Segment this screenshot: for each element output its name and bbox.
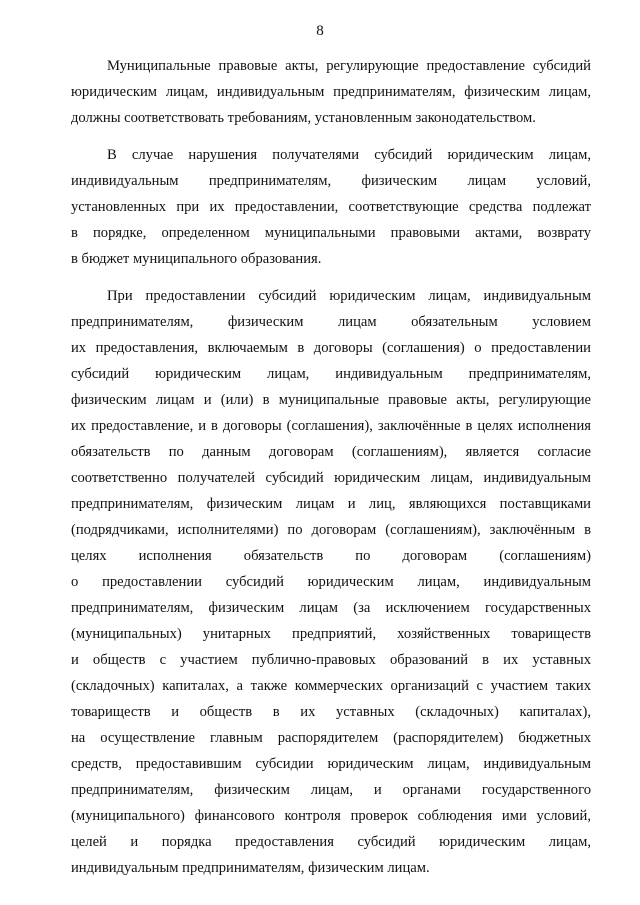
document-body — [71, 53, 591, 881]
text-line: предпринимателям, физическим лицам и лиц, являющихся поставщиками — [71, 496, 591, 512]
text-line: индивидуальным предпринимателям, физическим лицам условий, — [71, 173, 591, 189]
text-line: предпринимателям, физическим лицам обязательным условием — [71, 314, 591, 330]
text-line: о предоставлении субсидий юридическим лицам, индивидуальным — [71, 574, 591, 590]
text-line: их предоставления, включаемым в договоры (соглашения) о предоставлении — [71, 340, 591, 356]
text-line: в бюджет муниципального образования. — [71, 251, 322, 267]
text-line: установленных при их предоставлении, соответствующие средства подлежат — [71, 199, 591, 215]
text-line: При предоставлении субсидий юридическим лицам, индивидуальным — [107, 288, 591, 304]
text-line: должны соответствовать требованиям, установленным законодательством. — [71, 110, 536, 126]
text-line: товариществ и обществ в их уставных (складочных) капиталах), — [71, 704, 591, 720]
paragraph-2 — [71, 142, 591, 272]
text-line: Муниципальные правовые акты, регулирующие предоставление субсидий — [107, 58, 591, 74]
paragraph-3 — [71, 283, 591, 881]
text-line: на осуществление главным распорядителем (распорядителем) бюджетных — [71, 730, 591, 746]
text-line: физическим лицам и (или) в муниципальные правовые акты, регулирующие — [71, 392, 591, 408]
text-line: юридическим лицам, индивидуальным предпринимателям, физическим лицам, — [71, 84, 591, 100]
text-line: (муниципального) финансового контроля проверок соблюдения ими условий, — [71, 808, 591, 824]
text-line: целей и порядка предоставления субсидий юридическим лицам, — [71, 834, 591, 850]
text-line: и обществ с участием публично-правовых образований в их уставных — [71, 652, 591, 668]
text-line: предпринимателям, физическим лицам, и органами государственного — [71, 782, 591, 798]
text-line: В случае нарушения получателями субсидий юридическим лицам, — [107, 147, 591, 163]
text-line: обязательств по данным договорам (соглашениям), является согласие — [71, 444, 591, 460]
paragraph-1 — [71, 53, 591, 131]
text-line: (подрядчиками, исполнителями) по договорам (соглашениям), заключённым в — [71, 522, 591, 538]
text-line: соответственно получателей субсидий юридическим лицам, индивидуальным — [71, 470, 591, 486]
text-line: индивидуальным предпринимателям, физическим лицам. — [71, 860, 430, 876]
text-line: субсидий юридическим лицам, индивидуальным предпринимателям, — [71, 366, 591, 382]
text-line: предпринимателям, физическим лицам (за исключением государственных — [71, 600, 591, 616]
text-line: в порядке, определенном муниципальными правовыми актами, возврату — [71, 225, 591, 241]
text-line: (складочных) капиталах, а также коммерческих организаций с участием таких — [71, 678, 591, 694]
text-line: (муниципальных) унитарных предприятий, хозяйственных товариществ — [71, 626, 591, 642]
text-line: их предоставление, и в договоры (соглашения), заключённые в целях исполнения — [71, 418, 591, 434]
text-line: средств, предоставившим субсидии юридическим лицам, индивидуальным — [71, 756, 591, 772]
text-line: целях исполнения обязательств по договорам (соглашениям) — [71, 548, 591, 564]
page-number: 8 — [316, 23, 324, 39]
